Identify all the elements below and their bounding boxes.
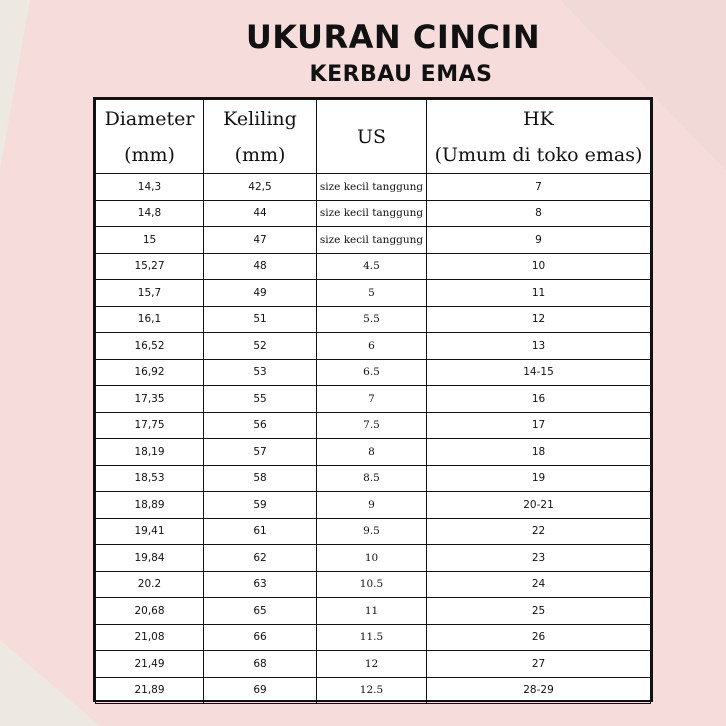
us-cell: 4.5 (317, 253, 427, 280)
us-cell: 12 (317, 651, 427, 678)
keliling-cell: 59 (204, 492, 317, 519)
header-us (317, 100, 427, 174)
keliling-cell: 63 (204, 571, 317, 598)
hk-cell: 20-21 (427, 492, 651, 519)
diameter-cell: 15 (96, 227, 204, 254)
header-keliling-unit: (mm) (234, 143, 286, 166)
us-cell: 12.5 (317, 677, 427, 704)
table-row (96, 465, 651, 492)
diameter-cell: 20.2 (96, 571, 204, 598)
diameter-cell: 20,68 (96, 598, 204, 625)
hk-cell: 13 (427, 333, 651, 360)
keliling-cell: 44 (204, 200, 317, 227)
diameter-cell: 15,27 (96, 253, 204, 280)
header-hk-note: (Umum di toko emas) (434, 143, 643, 166)
hk-cell: 28-29 (427, 677, 651, 704)
us-cell: 7 (317, 386, 427, 413)
keliling-cell: 53 (204, 359, 317, 386)
table-row (96, 624, 651, 651)
us-cell: 6.5 (317, 359, 427, 386)
hk-cell: 16 (427, 386, 651, 413)
us-cell: size kecil tanggung (317, 200, 427, 227)
hk-cell: 11 (427, 280, 651, 307)
table-row (96, 651, 651, 678)
table-row (96, 386, 651, 413)
keliling-cell: 57 (204, 439, 317, 466)
table-row (96, 439, 651, 466)
us-cell: size kecil tanggung (317, 227, 427, 254)
hk-cell: 17 (427, 412, 651, 439)
table-body (96, 174, 651, 704)
table-row (96, 227, 651, 254)
diameter-cell: 18,89 (96, 492, 204, 519)
table-row (96, 518, 651, 545)
table-row (96, 412, 651, 439)
page-title: UKURAN CINCIN (245, 18, 541, 56)
diameter-cell: 18,53 (96, 465, 204, 492)
us-cell: 11.5 (317, 624, 427, 651)
table-header-row (96, 100, 651, 174)
diameter-cell: 21,08 (96, 624, 204, 651)
hk-cell: 26 (427, 624, 651, 651)
diameter-cell: 21,89 (96, 677, 204, 704)
header-us-label: US (356, 125, 387, 148)
us-cell: 5.5 (317, 306, 427, 333)
hk-cell: 19 (427, 465, 651, 492)
hk-cell: 18 (427, 439, 651, 466)
table-row (96, 359, 651, 386)
table-row (96, 280, 651, 307)
hk-cell: 14-15 (427, 359, 651, 386)
hk-cell: 8 (427, 200, 651, 227)
diameter-cell: 19,41 (96, 518, 204, 545)
table-row (96, 545, 651, 572)
header-diameter-unit: (mm) (124, 143, 175, 166)
table-row (96, 174, 651, 201)
diameter-cell: 21,49 (96, 651, 204, 678)
keliling-cell: 68 (204, 651, 317, 678)
header-keliling (204, 100, 317, 174)
keliling-cell: 65 (204, 598, 317, 625)
page-subtitle: KERBAU EMAS (309, 62, 493, 87)
hk-cell: 23 (427, 545, 651, 572)
diameter-cell: 18,19 (96, 439, 204, 466)
header-hk (427, 100, 651, 174)
ring-size-table-container (93, 97, 653, 702)
keliling-cell: 66 (204, 624, 317, 651)
keliling-cell: 56 (204, 412, 317, 439)
keliling-cell: 58 (204, 465, 317, 492)
ring-size-table (95, 99, 651, 704)
header-diameter (96, 100, 204, 174)
keliling-cell: 62 (204, 545, 317, 572)
table-row (96, 492, 651, 519)
table-row (96, 200, 651, 227)
diameter-cell: 16,92 (96, 359, 204, 386)
us-cell: 8 (317, 439, 427, 466)
table-row (96, 253, 651, 280)
table-row (96, 306, 651, 333)
diameter-cell: 15,7 (96, 280, 204, 307)
us-cell: 8.5 (317, 465, 427, 492)
table-row (96, 598, 651, 625)
table-row (96, 333, 651, 360)
us-cell: 11 (317, 598, 427, 625)
header-diameter-label: Diameter (104, 107, 195, 130)
keliling-cell: 52 (204, 333, 317, 360)
keliling-cell: 69 (204, 677, 317, 704)
us-cell: 10.5 (317, 571, 427, 598)
keliling-cell: 47 (204, 227, 317, 254)
hk-cell: 27 (427, 651, 651, 678)
keliling-cell: 42,5 (204, 174, 317, 201)
header-hk-label: HK (523, 107, 554, 130)
us-cell: size kecil tanggung (317, 174, 427, 201)
hk-cell: 22 (427, 518, 651, 545)
diameter-cell: 19,84 (96, 545, 204, 572)
us-cell: 9.5 (317, 518, 427, 545)
diameter-cell: 14,3 (96, 174, 204, 201)
us-cell: 7.5 (317, 412, 427, 439)
keliling-cell: 61 (204, 518, 317, 545)
hk-cell: 10 (427, 253, 651, 280)
keliling-cell: 55 (204, 386, 317, 413)
diameter-cell: 17,35 (96, 386, 204, 413)
us-cell: 10 (317, 545, 427, 572)
diameter-cell: 17,75 (96, 412, 204, 439)
diameter-cell: 16,1 (96, 306, 204, 333)
hk-cell: 24 (427, 571, 651, 598)
keliling-cell: 49 (204, 280, 317, 307)
hk-cell: 25 (427, 598, 651, 625)
us-cell: 9 (317, 492, 427, 519)
hk-cell: 7 (427, 174, 651, 201)
diameter-cell: 16,52 (96, 333, 204, 360)
hk-cell: 12 (427, 306, 651, 333)
keliling-cell: 48 (204, 253, 317, 280)
us-cell: 6 (317, 333, 427, 360)
keliling-cell: 51 (204, 306, 317, 333)
us-cell: 5 (317, 280, 427, 307)
hk-cell: 9 (427, 227, 651, 254)
header-keliling-label: Keliling (223, 107, 297, 130)
table-row (96, 571, 651, 598)
table-row (96, 677, 651, 704)
diameter-cell: 14,8 (96, 200, 204, 227)
